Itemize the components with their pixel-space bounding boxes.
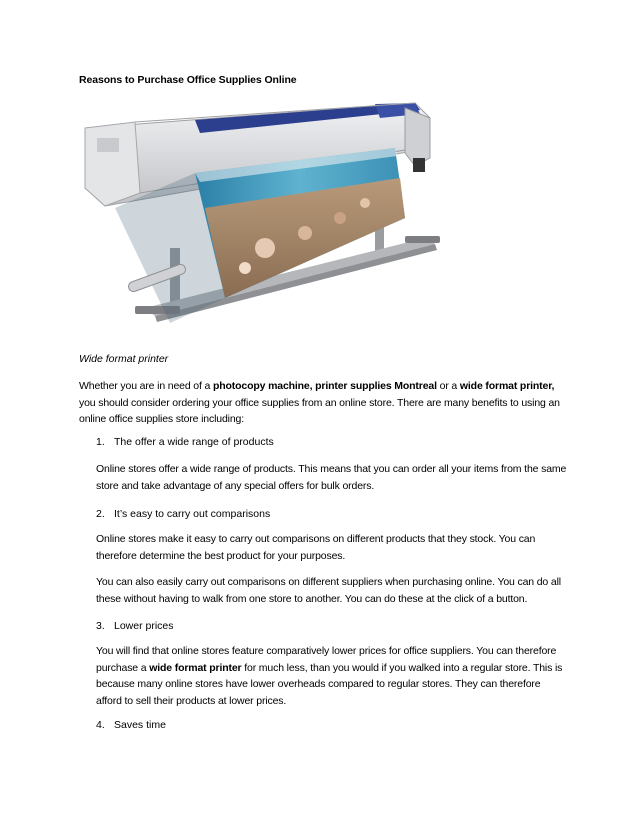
paragraph-range: Online stores offer a wide range of products. This means that you can order all your items from the same store and take advantage of any special offers for bulk orders. [96,463,567,492]
figure-caption: Wide format printer [79,353,169,365]
link-photocopy-printer-supplies: photocopy machine, printer supplies Montreal [213,380,437,392]
list-item: 1. The offer a wide range of products [96,436,274,448]
wide-format-printer-image [75,98,445,338]
list-item: 3. Lower prices [96,620,174,632]
link-wide-format-printer-2: wide format printer [149,661,242,674]
document-title: Reasons to Purchase Office Supplies Online [79,74,297,86]
paragraph-suppliers: You can also easily carry out comparisons on different suppliers when purchasing online. You can do all these without having to walk from one store to another. You can do these at the click of a button. [96,576,561,605]
paragraph-lower-prices: You will find that online stores feature comparatively lower prices for office suppliers. You can therefore purchase a wide format printer for much less, than you would if you walked into a regular store. This is because many online stores have lower overheads compared to regular stores. They can therefore afford to sell their products at lower prices. [96,645,563,707]
list-item: 4. Saves time [96,719,166,731]
link-wide-format-printer: wide format printer, [459,380,555,392]
paragraph-comparisons: Online stores make it easy to carry out comparisons on different products that they stock. You can therefore determine the best product for your purposes. [96,533,536,562]
list-item: 2. It’s easy to carry out comparisons [96,508,271,520]
intro-paragraph: Whether you are in need of a photocopy machine, printer supplies Montreal or a wide format printer, you should consider ordering your office supplies from an online store. There are many benefits to using an online office supplies store including: [79,380,560,425]
